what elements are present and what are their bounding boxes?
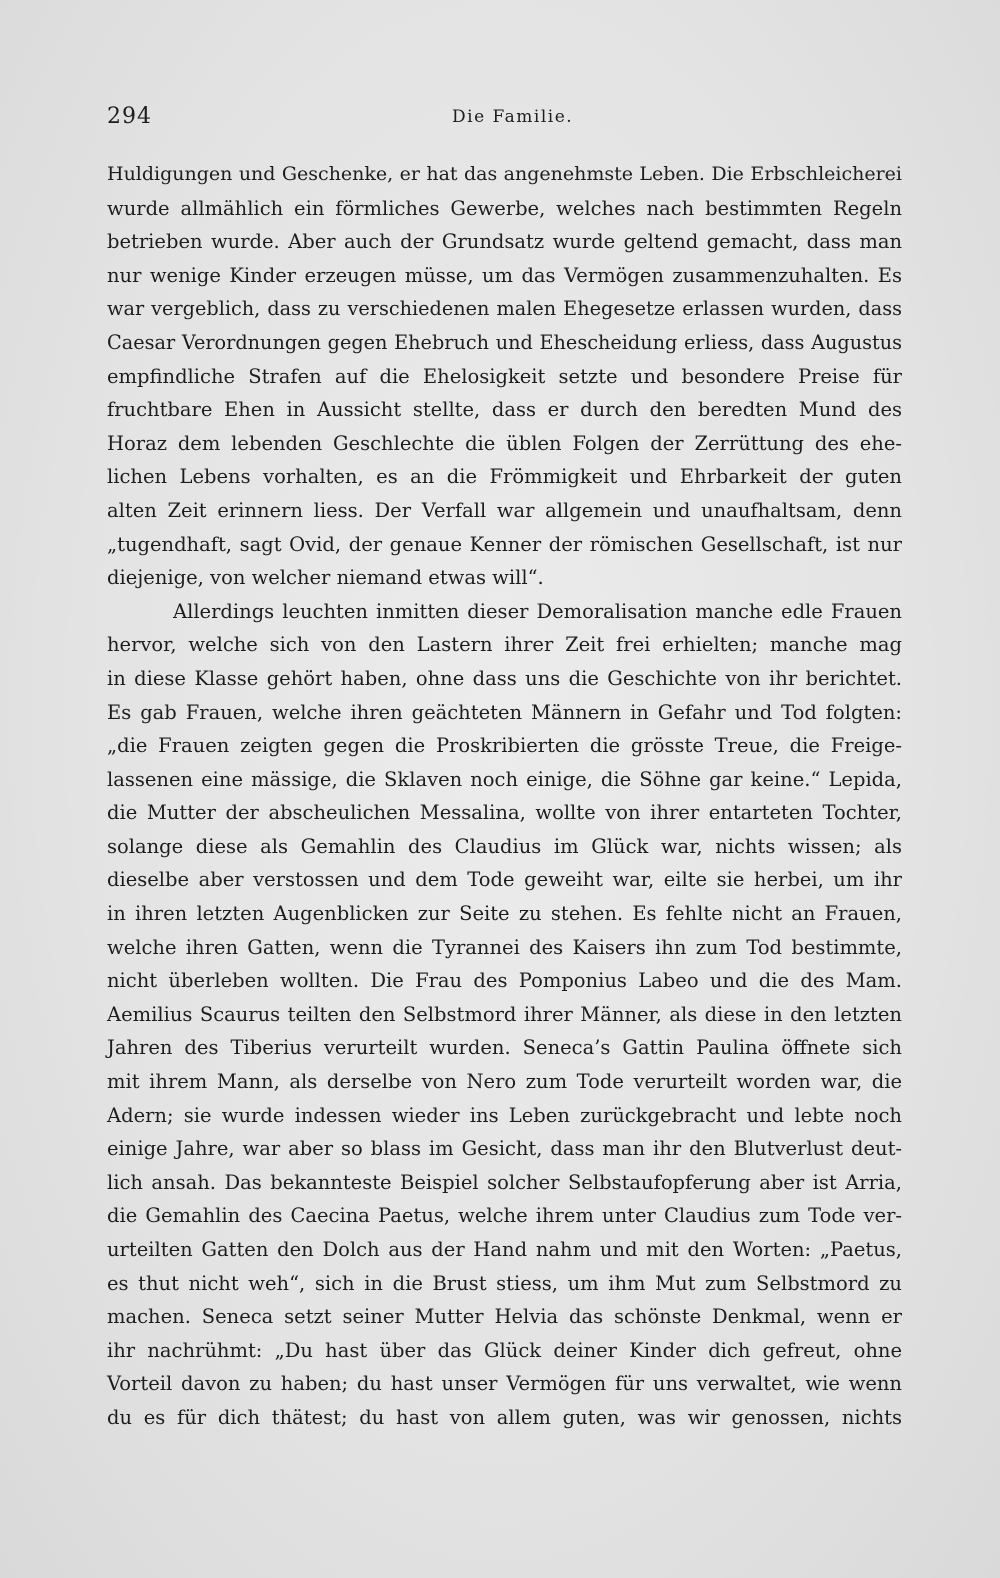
- text-line: solange diese als Gemahlin des Claudius im Glück war, nichts wissen; als: [107, 834, 902, 858]
- text-line: diejenige, von welcher niemand etwas will“.: [107, 566, 544, 590]
- text-line: Horaz dem lebenden Geschlechte die üblen Folgen der Zerrüttung des ehe-: [107, 431, 902, 455]
- text-line: empfindliche Strafen auf die Ehelosigkeit setzte und besondere Preise für: [107, 364, 902, 388]
- text-line: lichen Lebens vorhalten, es an die Frömmigkeit und Ehrbarkeit der guten: [107, 465, 902, 489]
- text-line: fruchtbare Ehen in Aussicht stellte, dass er durch den beredten Mund des: [107, 398, 902, 422]
- text-line: die Gemahlin des Caecina Paetus, welche ihrem unter Claudius zum Tode ver-: [107, 1204, 902, 1228]
- text-line: einige Jahre, war aber so blass im Gesicht, dass man ihr den Blutverlust deut-: [107, 1137, 902, 1161]
- text-line: „tugendhaft, sagt Ovid, der genaue Kenner der römischen Gesellschaft, ist nur: [107, 532, 902, 556]
- text-line: betrieben wurde. Aber auch der Grundsatz wurde geltend gemacht, dass man: [107, 230, 902, 254]
- text-line: „die Frauen zeigten gegen die Proskribierten die grösste Treue, die Freige-: [107, 734, 902, 758]
- text-line: lassenen eine mässige, die Sklaven noch einige, die Söhne gar keine.“ Lepida,: [107, 767, 902, 791]
- text-line: mit ihrem Mann, als derselbe von Nero zum Tode verurteilt worden war, die: [107, 1070, 902, 1094]
- text-line: alten Zeit erinnern liess. Der Verfall war allgemein und unaufhaltsam, denn: [107, 498, 902, 522]
- text-line: welche ihren Gatten, wenn die Tyrannei des Kaisers ihn zum Tod bestimmte,: [107, 935, 902, 959]
- running-head: Die Familie.: [452, 107, 574, 127]
- text-line: nur wenige Kinder erzeugen müsse, um das Vermögen zusammenzuhalten. Es: [107, 263, 902, 287]
- text-line: in ihren letzten Augenblicken zur Seite zu stehen. Es fehlte nicht an Frauen,: [107, 902, 902, 926]
- text-line: war vergeblich, dass zu verschiedenen malen Ehegesetze erlassen wurden, dass: [107, 297, 902, 321]
- page-number: 294: [107, 104, 152, 129]
- page-header: [107, 104, 902, 134]
- text-line: Adern; sie wurde indessen wieder ins Leben zurückgebracht und lebte noch: [107, 1103, 902, 1127]
- text-line: Es gab Frauen, welche ihren geächteten Männern in Gefahr und Tod folgten:: [107, 700, 902, 724]
- text-line: wurde allmählich ein förmliches Gewerbe, welches nach bestimmten Regeln: [107, 196, 902, 220]
- text-line: Aemilius Scaurus teilten den Selbstmord ihrer Männer, als diese in den letzten: [107, 1002, 902, 1026]
- text-line: es thut nicht weh“, sich in die Brust stiess, um ihm Mut zum Selbstmord zu: [107, 1271, 902, 1295]
- text-line: lich ansah. Das bekannteste Beispiel solcher Selbstaufopferung aber ist Arria,: [107, 1170, 902, 1194]
- text-line: Allerdings leuchten inmitten dieser Demoralisation manche edle Frauen: [173, 599, 902, 623]
- text-line: hervor, welche sich von den Lastern ihrer Zeit frei erhielten; manche mag: [107, 633, 902, 657]
- text-line: du es für dich thätest; du hast von allem guten, was wir genossen, nichts: [107, 1405, 902, 1429]
- text-line: die Mutter der abscheulichen Messalina, wollte von ihrer entarteten Tochter,: [107, 801, 902, 825]
- paragraph: [107, 158, 902, 595]
- text-line: Caesar Verordnungen gegen Ehebruch und Ehescheidung erliess, dass Augustus: [107, 330, 902, 354]
- paragraph: [107, 595, 902, 1435]
- text-line: dieselbe aber verstossen und dem Tode geweiht war, eilte sie herbei, um ihr: [107, 868, 902, 892]
- body-text: [107, 158, 902, 1435]
- text-line: Vorteil davon zu haben; du hast unser Vermögen für uns verwaltet, wie wenn: [107, 1372, 902, 1396]
- text-line: nicht überleben wollten. Die Frau des Pomponius Labeo und die des Mam.: [107, 969, 902, 993]
- text-line: Jahren des Tiberius verurteilt wurden. Seneca’s Gattin Paulina öffnete sich: [107, 1036, 902, 1060]
- text-line: Huldigungen und Geschenke, er hat das angenehmste Leben. Die Erbschleicherei: [107, 163, 902, 185]
- text-line: in diese Klasse gehört haben, ohne dass uns die Geschichte von ihr berichtet.: [107, 666, 902, 690]
- text-line: machen. Seneca setzt seiner Mutter Helvia das schönste Denkmal, wenn er: [107, 1305, 902, 1329]
- text-line: ihr nachrühmt: „Du hast über das Glück deiner Kinder dich gefreut, ohne: [107, 1338, 902, 1362]
- text-line: urteilten Gatten den Dolch aus der Hand nahm und mit den Worten: „Paetus,: [107, 1238, 902, 1261]
